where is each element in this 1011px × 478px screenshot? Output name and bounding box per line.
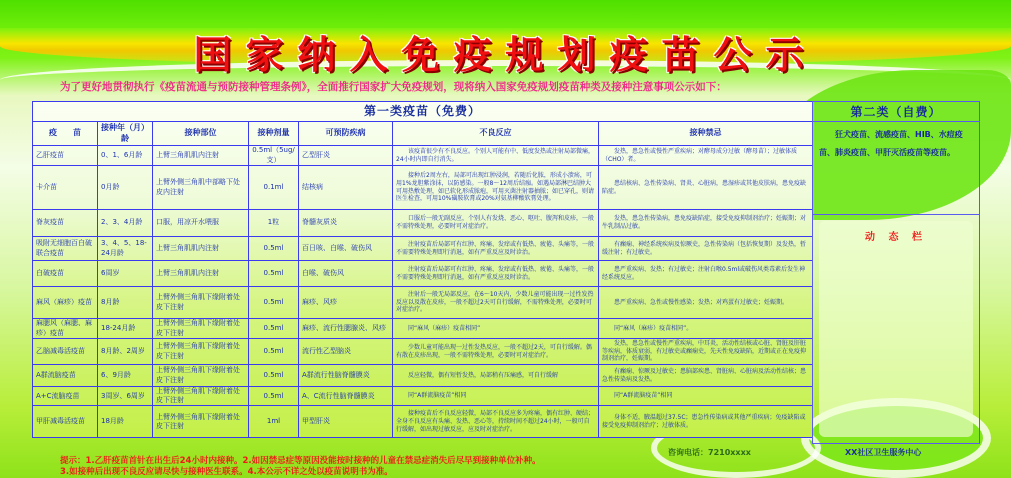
cell-vaccine: 乙脑减毒活疫苗	[33, 339, 98, 365]
table-row	[33, 387, 813, 406]
cell-disease: 脊髓灰质炎	[299, 210, 393, 237]
class2-caption: 第二类（自费）	[813, 102, 980, 122]
consult-phone: 咨询电话：7210xxxx	[668, 448, 751, 457]
cell-contraindication: 患结核病、急性传染病、肾炎、心脏病，患湿疹或其他皮肤病，患免疫缺陷症。	[599, 166, 813, 210]
cell-age: 3周岁、6周岁	[98, 387, 153, 406]
cell-disease: 麻疹、流行性腮腺炎、风疹	[299, 319, 393, 339]
cell-reaction: 接种后2周左右，局部可出现红肿浸润，若随后化脓，形成小溃疡，可用1%龙胆紫涂抹，以防感染。一般8～12周后结痂。如遇局部淋巴结肿大可用热敷处理，如已软化形成脓疱，可用灭菌注射器抽脓；如已穿孔，则请医生检查，可用10%磺胺软膏或20%对氨基柳酸软膏处理。	[393, 166, 599, 210]
cell-vaccine: 麻腮风（麻腮、麻疹）疫苗	[33, 319, 98, 339]
table-row	[33, 287, 813, 319]
cell-contraindication: 患严重疾病、急性或慢性感染；发热；对鸡蛋有过敏史；妊娠期。	[599, 287, 813, 319]
cell-disease: A群流行性脑脊髓膜炎	[299, 365, 393, 387]
cell-disease: A、C流行性脑脊髓膜炎	[299, 387, 393, 406]
cell-age: 3、4、5、18-24月龄	[98, 237, 153, 261]
cell-vaccine: 甲肝减毒活疫苗	[33, 406, 98, 438]
table-row	[33, 237, 813, 261]
cell-site: 上臂外侧三角肌下缘附着处皮下注射	[153, 287, 249, 319]
cell-site: 上臂三角肌肌内注射	[153, 237, 249, 261]
cell-age: 0、1、6月龄	[98, 146, 153, 166]
table-row	[33, 261, 813, 287]
cell-dose: 0.5ml	[249, 237, 299, 261]
cell-site: 上臂外侧三角肌下缘附着处皮下注射	[153, 387, 249, 406]
intro-text: 为了更好地贯彻执行《疫苗流通与预防接种管理条例》，全面推行国家扩大免疫规划，现将纳入国家免疫规划疫苗种类及接种注意事项公示如下：	[60, 81, 727, 93]
class1-vaccine-table	[32, 101, 813, 438]
cell-site: 口服，用凉开水喂服	[153, 210, 249, 237]
cell-site: 上臂三角肌肌内注射	[153, 261, 249, 287]
cell-reaction: 同“A群流脑疫苗”相同	[393, 387, 599, 406]
col-header-age: 接种年（月）龄	[98, 122, 153, 146]
cell-age: 6周岁	[98, 261, 153, 287]
cell-contraindication: 有癫痫、神经系统疾病及惊厥史，急性传染病（包括恢复期）及发热，暂缓注射；有过敏史。	[599, 237, 813, 261]
cell-dose: 0.5ml	[249, 387, 299, 406]
poster-title: 国家纳入免疫规划疫苗公示	[193, 33, 818, 77]
cell-reaction: 注射后一般无局部反应，在6～10天内，少数儿童可能出现一过性发热反应以及散在皮疹，一般不超过2天可自行缓解，不需特殊处理，必要时可对症治疗。	[393, 287, 599, 319]
class2-vaccine-panel	[812, 101, 980, 444]
cell-age: 8月龄	[98, 287, 153, 319]
organization-name: XX社区卫生服务中心	[845, 448, 922, 457]
tip-line: 3.如接种后出现不良反应请尽快与接种医生联系。4.本公示不详之处以疫苗说明书为准。	[60, 467, 393, 477]
cell-reaction: 该疫苗很少有不良反应。个别人可能有中、低度发热或注射局部微痛，24小时内即自行消失。	[393, 146, 599, 166]
cell-age: 0月龄	[98, 166, 153, 210]
cell-dose: 0.5ml	[249, 365, 299, 387]
cell-contraindication: 发热，患急性或慢性严重疾病；对酵母成分过敏（酵母苗）；过敏体质（CHO）者。	[599, 146, 813, 166]
cell-age: 2、3、4月龄	[98, 210, 153, 237]
cell-contraindication: 发热，患急性传染病，患免疫缺陷症，接受免疫抑制剂治疗；妊娠期；对牛乳制品过敏。	[599, 210, 813, 237]
table-row	[33, 166, 813, 210]
cell-contraindication: 同“麻风（麻疹）疫苗相同”。	[599, 319, 813, 339]
class2-vaccine-list: 狂犬疫苗、流感疫苗、HIB、水痘疫苗、肺炎疫苗、甲肝灭活疫苗等疫苗。	[813, 122, 980, 215]
cell-disease: 麻疹、风疹	[299, 287, 393, 319]
col-header-reaction: 不良反应	[393, 122, 599, 146]
cell-age: 6、9月龄	[98, 365, 153, 387]
cell-vaccine: A群流脑疫苗	[33, 365, 98, 387]
cell-dose: 0.5ml	[249, 287, 299, 319]
table-row	[33, 406, 813, 438]
cell-contraindication: 患严重疾病、发热；有过敏史；注射白喉0.5ml或破伤风类毒素后发生神经系统反应。	[599, 261, 813, 287]
table-row	[33, 146, 813, 166]
cell-dose: 0.5ml	[249, 261, 299, 287]
cell-site: 上臂外侧三角肌下缘附着处皮下注射	[153, 406, 249, 438]
cell-dose: 0.1ml	[249, 166, 299, 210]
cell-vaccine: 乙肝疫苗	[33, 146, 98, 166]
col-header-site: 接种部位	[153, 122, 249, 146]
cell-reaction: 注射疫苗后局部可有红肿、疼痛、发痒或有低热、疲倦、头痛等，一般不需要特殊处理即行消退，如有严重反应及时诊治。	[393, 237, 599, 261]
cell-age: 18月龄	[98, 406, 153, 438]
cell-disease: 百日咳、白喉、破伤风	[299, 237, 393, 261]
cell-reaction: 接种疫苗后不良反应轻微，局部不良反应多为疼痛，偶有红肿、硬结；全身不良反应有头痛、发热、恶心等，持续时间不超过24小时，一般可自行缓解，如出现过敏反应，应及时对症治疗。	[393, 406, 599, 438]
cell-age: 8月龄、2周岁	[98, 339, 153, 365]
cell-dose: 1粒	[249, 210, 299, 237]
cell-vaccine: 白破疫苗	[33, 261, 98, 287]
cell-contraindication: 同“A群流脑疫苗”相同	[599, 387, 813, 406]
col-header-vaccine: 疫 苗	[33, 122, 98, 146]
news-title: 动 态 栏	[865, 232, 927, 243]
cell-dose: 1ml	[249, 406, 299, 438]
cell-disease: 流行性乙型脑炎	[299, 339, 393, 365]
cell-contraindication: 发热，患急性或慢性严重疾病，中耳炎，活动性结核或心脏、肾脏及肝脏等疾病，体质衰弱，有过敏史或癫痫史，先天性免疫缺陷，近期或正在免疫抑制剂治疗，妊娠期。	[599, 339, 813, 365]
cell-site: 上臂三角肌肌内注射	[153, 146, 249, 166]
cell-site: 上臂外侧三角肌下缘附着处皮下注射	[153, 365, 249, 387]
table-row	[33, 365, 813, 387]
cell-reaction: 同“麻风（麻疹）疫苗相同”	[393, 319, 599, 339]
cell-vaccine: 脊灰疫苗	[33, 210, 98, 237]
cell-reaction: 少数儿童可能出现一过性发热反应，一般不超过2天，可自行缓解。偶有散在皮疹出现，一般不需特殊处理，必要时可对症治疗。	[393, 339, 599, 365]
cell-vaccine: 卡介苗	[33, 166, 98, 210]
cell-disease: 乙型肝炎	[299, 146, 393, 166]
news-box	[819, 221, 973, 437]
cell-dose: 0.5ml（5ug/支）	[249, 146, 299, 166]
cell-vaccine: 吸附无细胞百白破联合疫苗	[33, 237, 98, 261]
cell-vaccine: 麻风（麻疹）疫苗	[33, 287, 98, 319]
tips	[60, 456, 660, 478]
cell-disease: 白喉、破伤风	[299, 261, 393, 287]
col-header-disease: 可预防疾病	[299, 122, 393, 146]
class1-caption: 第一类疫苗（免费）	[33, 102, 813, 122]
cell-age: 18-24月龄	[98, 319, 153, 339]
cell-contraindication: 有癫痫、惊厥及过敏史；患脑部疾患、肾脏病、心脏病及活动性结核；患急性传染病及发热。	[599, 365, 813, 387]
cell-site: 上臂外侧三角肌下缘附着处皮下注射	[153, 339, 249, 365]
cell-site: 上臂外侧三角肌下缘附着处皮下注射	[153, 319, 249, 339]
cell-disease: 甲型肝炎	[299, 406, 393, 438]
col-header-dose: 接种剂量	[249, 122, 299, 146]
tip-line: 提示：1.乙肝疫苗首针在出生后24小时内接种。2.如因禁忌症等原因没能按时接种的儿童在禁忌症消失后尽早到接种单位补种。	[60, 456, 541, 466]
cell-disease: 结核病	[299, 166, 393, 210]
cell-contraindication: 身体不适，腋温超过37.5C；患急性传染病或其他严重疾病；免疫缺陷或接受免疫抑制剂治疗；过敏体质。	[599, 406, 813, 438]
table-row	[33, 339, 813, 365]
cell-site: 上臂外侧三角肌中部略下处皮内注射	[153, 166, 249, 210]
cell-reaction: 口服后一般无副反应，个别人有发烧、恶心、呕吐、腹泻和皮疹，一般不需特殊处理，必要时可对症治疗。	[393, 210, 599, 237]
news-column	[813, 215, 980, 444]
cell-reaction: 注射疫苗后局部可有红肿、疼痛、发痒或有低热、疲倦、头痛等，一般不需要特殊处理即行消退，如有严重反应及时诊治。	[393, 261, 599, 287]
cell-dose: 0.5ml	[249, 339, 299, 365]
table-row	[33, 319, 813, 339]
col-header-contraindication: 接种禁忌	[599, 122, 813, 146]
table-header-row	[33, 122, 813, 146]
table-row	[33, 210, 813, 237]
cell-reaction: 反应轻微，偶有短暂发热，局部稍有压痛感，可自行缓解	[393, 365, 599, 387]
cell-vaccine: A+C流脑疫苗	[33, 387, 98, 406]
cell-dose: 0.5ml	[249, 319, 299, 339]
